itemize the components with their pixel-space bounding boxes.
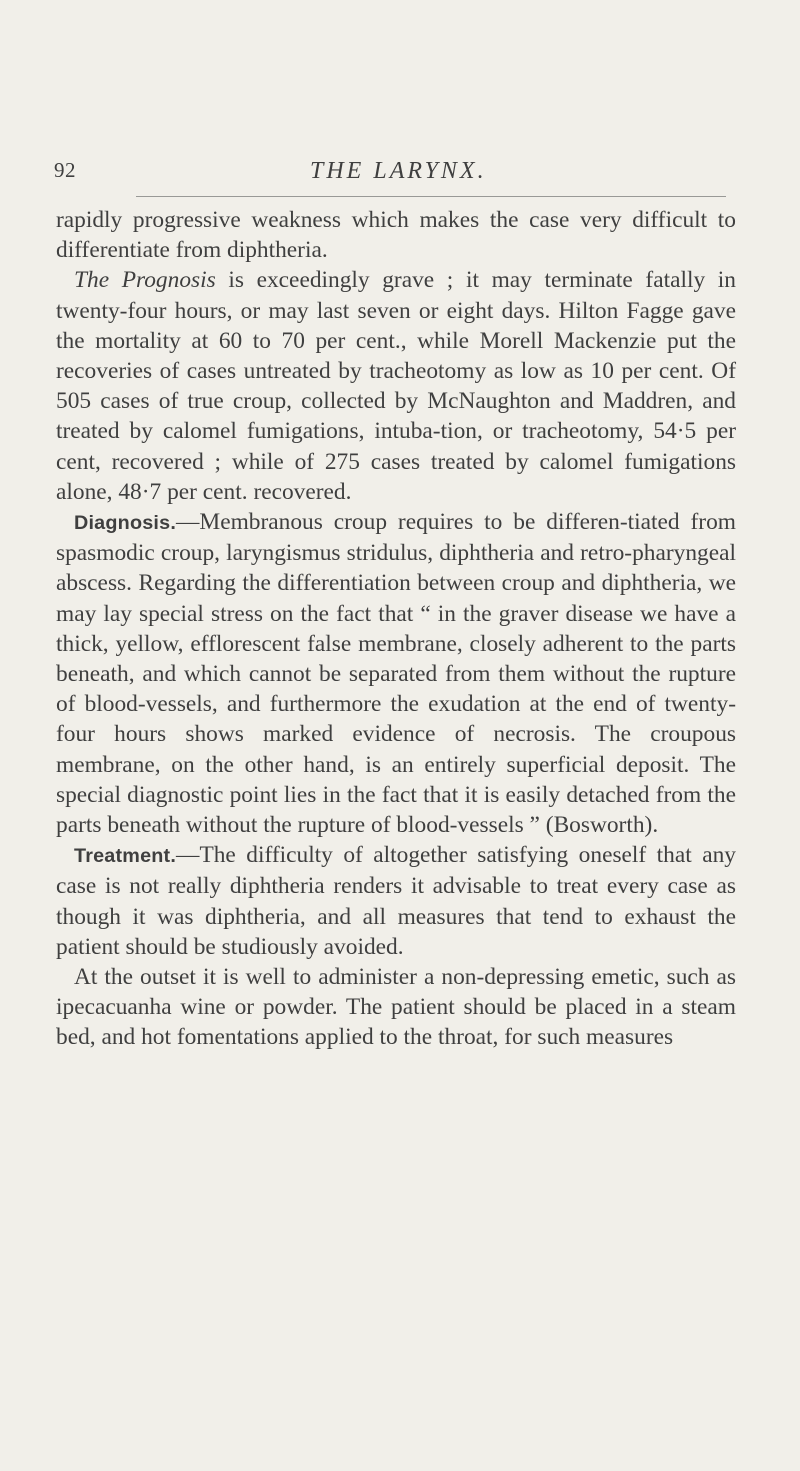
paragraph-text: rapidly progressive weakness which makes the case very difficult to differentiate from diphtheria.: [56, 207, 736, 264]
running-title: THE LARYNX.: [310, 158, 487, 184]
paragraph-diagnosis: [56, 507, 736, 840]
paragraph-text: is exceedingly grave ; it may terminate fatally in twenty-four hours, or may last seven or eight days. Hilton Fagge gave the mortality at 60 to 70 per cent., while Morell Mackenzie put the recoveries of cases untreated by tracheotomy as low as 10 per cent. Of 505 cases of true croup, collected by McNaughton and Maddren, and treated by calomel fumigations, intuba-tion, or tracheotomy, 54·5 per cent, recovered ; while of 275 cases treated by calomel fumigations alone, 48·7 per cent. recovered.: [56, 267, 736, 505]
paragraph-treatment: [56, 840, 736, 962]
paragraph-text: —The difficulty of altogether satisfying oneself that any case is not really diphtheria renders it advisable to treat every case as though it was diphtheria, and all measures that tend to exhaust the patient should be studiously avoided.: [56, 842, 736, 960]
page-number: 92: [54, 158, 76, 182]
running-head: [54, 158, 734, 194]
paragraph-prognosis: [56, 265, 736, 507]
body-text: [56, 205, 736, 1053]
section-heading-treatment: Treatment.: [74, 845, 177, 868]
paragraph-text: —Membranous croup requires to be differen-tiated from spasmodic croup, laryngismus stridulus, diphtheria and retro-pharyngeal abscess. Regarding the differentiation between croup and diphtheria, we may lay special stress on the fact that “ in the graver disease we have a thick, yellow, efflorescent false membrane, closely adherent to the parts beneath, and which cannot be separated from them without the rupture of blood-vessels, and furthermore the exudation at the end of twenty-four hours shows marked evidence of necrosis. The croupous membrane, on the other hand, is an entirely superficial deposit. The special diagnostic point lies in the fact that it is easily detached from the parts beneath without the rupture of blood-vessels ” (Bosworth).: [56, 509, 736, 839]
header-rule: [136, 196, 726, 197]
paragraph-outset: [56, 962, 736, 1053]
section-heading-prognosis: The Prognosis: [74, 267, 216, 294]
paragraph-text: At the outset it is well to administer a non-depressing emetic, such as ipecacuanha wine or powder. The patient should be placed in a steam bed, and hot fomentations applied to the throat, for such measures: [56, 964, 736, 1051]
section-heading-diagnosis: Diagnosis.: [74, 512, 177, 535]
paragraph-continuation: [56, 205, 736, 265]
